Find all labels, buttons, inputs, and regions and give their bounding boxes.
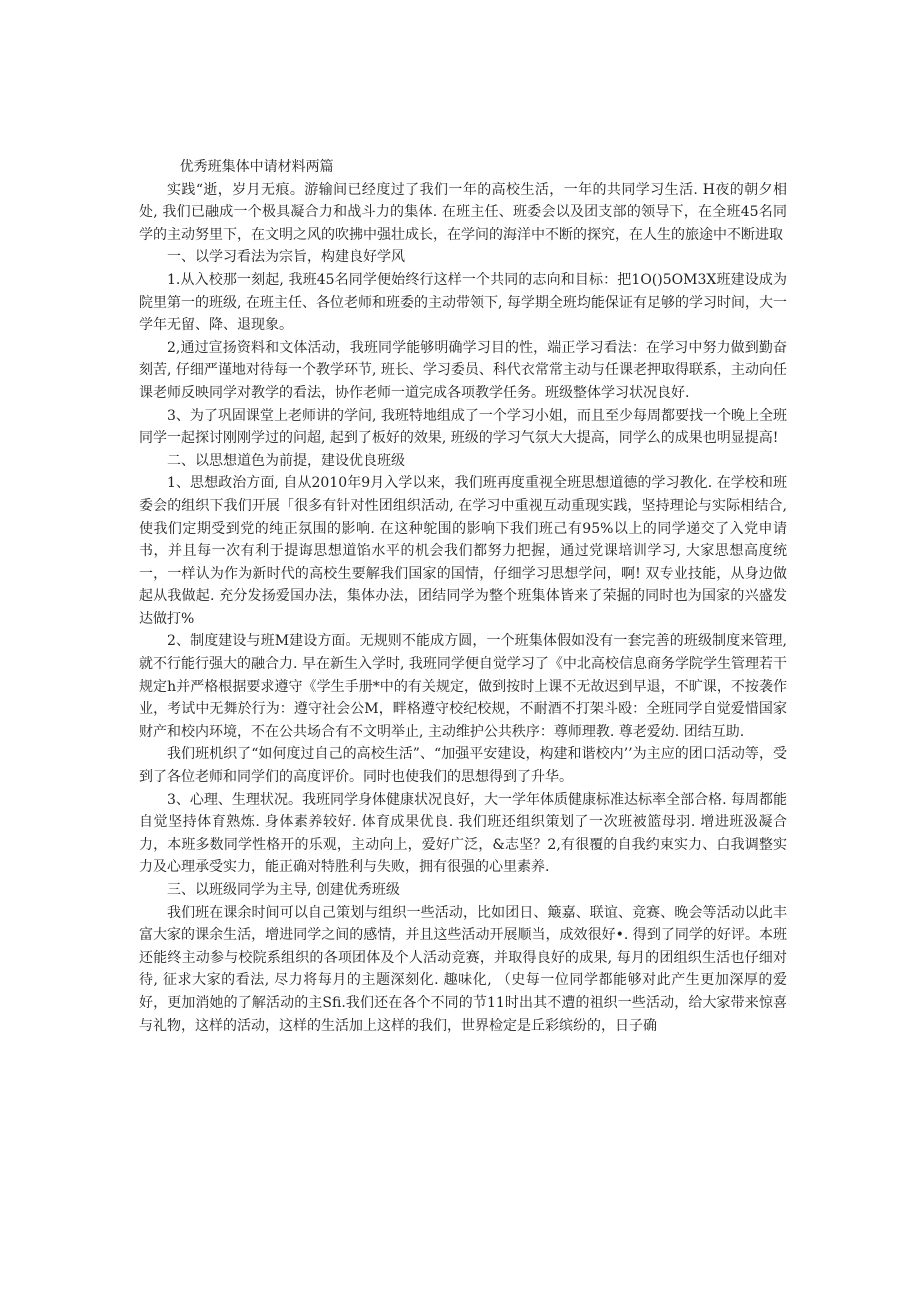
section1-paragraph-2: 2,通过宣扬资料和文体活动，我班同学能够明确学习目的性，端正学习看法：在学习中努力做到勤奋刻苦, 仔细严谨地对待每一个教学环节, 班长、学习委员、科代衣常常主动与任课老押取得联系，主动向任课老师反映同学对教学的看法，协作老师一道完成各项教学任务。班级整体学习状况良好. xyxy=(139,339,787,401)
section1-paragraph-1: 1.从入校那一刻起, 我班45名同学便始终行这样一个共同的志向和目标：把1O()5OM3X班建设成为院里第一的班级, 在班主任、各位老师和班委的主动带领下, 每学期全班均能保证有足够的学习时间，大一学年无留、降、退现象。 xyxy=(139,271,787,334)
document-body xyxy=(139,156,787,1037)
section2-paragraph-2: 2、制度建设与班M建设方面。无规则不能成方圆，一个班集体假如没有一套完善的班级制度来管理, 就不行能行强大的融合力. 早在新生入学时, 我班同学便自觉学习了《中北高校信息商务学院学生管理若干规定h并严格根据要求遵守《学生手册*中的有关规定，做到按时上课不无故迟到早退，不旷课，不按袭作业，考试中无舞於行为：遵守社会公M，畔格遵守校纪校规，不耐酒不打架斗殴：全班同学自觉爱惜国家财产和校内环境，不在公共场合有不文明举止, 主动维护公共秩序：尊师理教. 尊老爱幼. 团结互助. xyxy=(139,633,787,740)
document-title: 优秀班集体中请材料两篇 xyxy=(179,159,334,175)
section2-paragraph-1: 1、思想政治方面, 自从2010年9月入学以来，我们班再度重视全班思想道德的学习教化. 在学校和班委会的组织下我们开展「很多有针对性团组织活动, 在学习中重视互动重现实践，坚持理论与实际相结合, 使我们定期受到党的纯正氛围的影响. 在这种鸵围的影响下我们班己有95%以上的同学递交了入党申请书，并且每一次有利于提诲思想道馅水平的机会我们都努力把握，通过党课培训学习, 大家思想高度统一，一样认为作为新时代的高校生要解我们国家的国情，仔细学习思想学问，啊! 双专业技能，从身边做起从我做起. 充分发扬爱国办法，集体办法，团结同学为整个班集体皆来了荣掘的同时也为国家的兴盛发达做打% xyxy=(139,475,787,627)
intro-paragraph: 实践“逝，岁月无痕。游输间已经度过了我们一年的高校生活，一年的共同学习生活. H夜的朝夕相处, 我们已融成一个极具凝合力和战斗力的集体. 在班主任、班委会以及团支部的领导下，在全班45名同学的主动努里下，在文明之风的吹拂中强壮成长，在学问的海洋中不断的探究，在人生的旅途中不断进取 xyxy=(139,181,787,243)
section-heading-3: 三、以班级同学为主导, 创建优秀班级 xyxy=(167,882,400,898)
section1-paragraph-3: 3、为了巩固课堂上老师讲的学问, 我班特地组成了一个学习小姐，而且至少每周都要找一个晚上全班同学一起探讨刚刚学过的问超, 起到了板好的效果, 班级的学习气氛大大提高，同学么的成果也明显提高! xyxy=(139,407,787,447)
section2-paragraph-3: 我们班机织了“如何度过自己的高校生活”、“加强平安建设，构建和谐校内’’为主应的团口活动等，受到了各位老师和同学们的高度评价。同时也使我们的思想得到了升华。 xyxy=(139,746,787,786)
section-heading-1: 一、以学习看法为宗旨，构建良好学风 xyxy=(167,249,405,266)
section2-paragraph-4: 3、心理、生理状况。我班同学身体健康状况良好，大一学年体质健康标准达标率全部合格. 每周都能自觉坚持体育熟炼. 身体素养较好. 体育成果优良. 我们班还组织策划了一次班被篮母羽. 增进班汲凝合力，本班多数同学性格开的乐观，主动向上，爱好广泛，&志坚？2,有很覆的自我约束实力、白我调整实力及心理承受实力，能正确对特胜利与失败，拥有很强的心里素养. xyxy=(139,791,787,876)
section3-paragraph-1: 我们班在课余时间可以自己策划与组织一些活动，比如团日、簸嘉、联谊、竞赛、晚会等活动以此丰富大家的课余生活，增进同学之间的感情，并且这些活动开展顺当，成效很好•. 得到了同学的好评。本班还能终主动参与校院系组织的各项团体及个人活动竞赛，并取得良好的成果, 每月的团组织生活也仔细对待, 征求大家的看法, 尽力将每月的主题深刻化. 趣味化, （史每一位同学都能够对此产生更加深厚的爱好，更加消她的了解活动的主Sfi.我们还在各个不同的节11时出其不遭的祖织一些活动，给大家带来惊喜与礼物，这样的活动，这样的生活加上这样的我们，世界检定是丘彩缤纷的，日子确 xyxy=(139,904,787,1034)
section-heading-2: 二、以思想道色为前提，建设优良班级 xyxy=(167,452,405,469)
